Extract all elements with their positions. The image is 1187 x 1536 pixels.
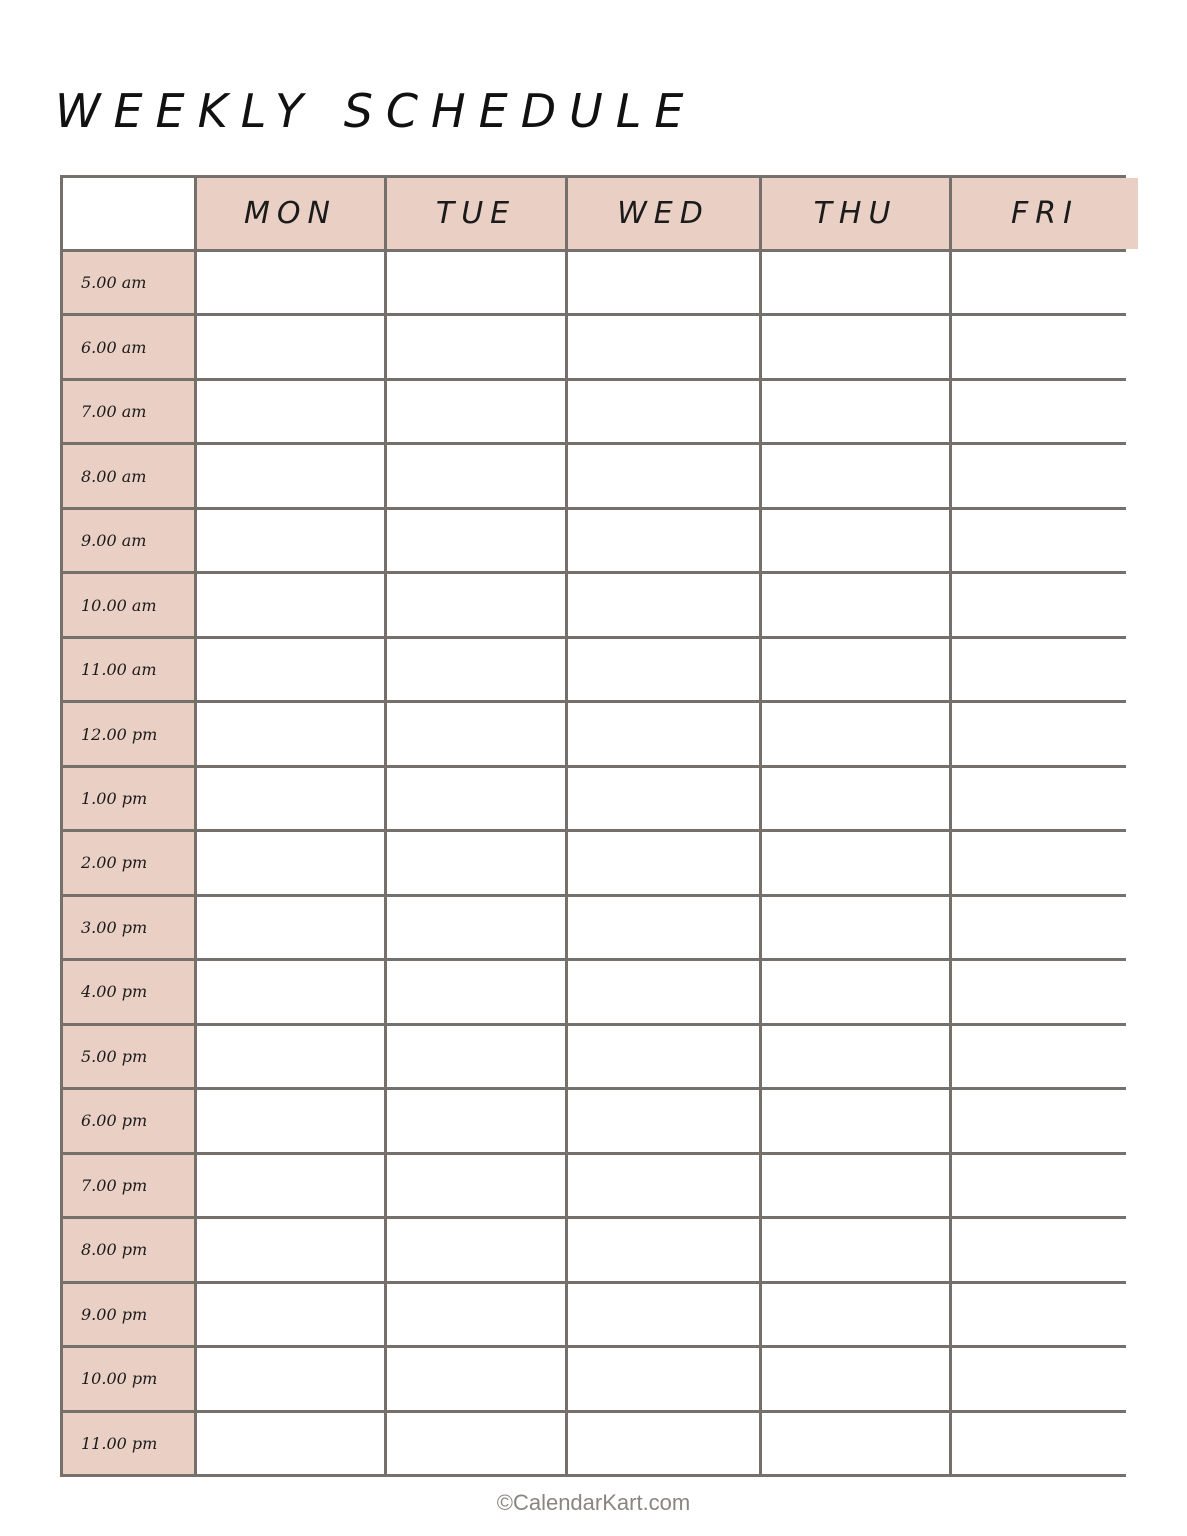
schedule-cell[interactable]	[952, 1284, 1138, 1345]
schedule-cell[interactable]	[387, 832, 565, 893]
time-label: 8.00 am	[63, 445, 194, 506]
schedule-cell[interactable]	[197, 1413, 384, 1474]
time-label: 1.00 pm	[63, 768, 194, 829]
schedule-cell[interactable]	[387, 1413, 565, 1474]
schedule-cell[interactable]	[568, 445, 759, 506]
schedule-cell[interactable]	[762, 445, 949, 506]
schedule-cell[interactable]	[568, 768, 759, 829]
schedule-cell[interactable]	[762, 381, 949, 442]
schedule-cell[interactable]	[387, 961, 565, 1022]
schedule-cell[interactable]	[952, 639, 1138, 700]
time-label: 5.00 pm	[63, 1026, 194, 1087]
schedule-cell[interactable]	[952, 1348, 1138, 1409]
schedule-cell[interactable]	[952, 445, 1138, 506]
schedule-cell[interactable]	[952, 381, 1138, 442]
schedule-cell[interactable]	[197, 639, 384, 700]
time-label: 12.00 pm	[63, 703, 194, 764]
time-label: 7.00 am	[63, 381, 194, 442]
schedule-cell[interactable]	[952, 1413, 1138, 1474]
schedule-cell[interactable]	[197, 768, 384, 829]
schedule-cell[interactable]	[568, 1090, 759, 1151]
schedule-cell[interactable]	[952, 897, 1138, 958]
schedule-cell[interactable]	[762, 703, 949, 764]
schedule-cell[interactable]	[762, 1413, 949, 1474]
day-header-mon: MON	[197, 178, 384, 249]
schedule-cell[interactable]	[568, 1155, 759, 1216]
schedule-cell[interactable]	[762, 574, 949, 635]
schedule-cell[interactable]	[952, 316, 1138, 377]
time-label: 8.00 pm	[63, 1219, 194, 1280]
schedule-cell[interactable]	[762, 639, 949, 700]
schedule-cell[interactable]	[387, 316, 565, 377]
schedule-cell[interactable]	[197, 961, 384, 1022]
schedule-cell[interactable]	[952, 1090, 1138, 1151]
schedule-cell[interactable]	[568, 574, 759, 635]
time-label: 7.00 pm	[63, 1155, 194, 1216]
schedule-cell[interactable]	[197, 703, 384, 764]
schedule-cell[interactable]	[387, 510, 565, 571]
schedule-cell[interactable]	[387, 381, 565, 442]
schedule-cell[interactable]	[197, 832, 384, 893]
schedule-cell[interactable]	[568, 381, 759, 442]
schedule-cell[interactable]	[387, 252, 565, 313]
time-label: 4.00 pm	[63, 961, 194, 1022]
corner-cell	[63, 178, 194, 249]
schedule-cell[interactable]	[952, 1219, 1138, 1280]
schedule-cell[interactable]	[197, 1090, 384, 1151]
schedule-cell[interactable]	[952, 703, 1138, 764]
schedule-cell[interactable]	[568, 252, 759, 313]
schedule-cell[interactable]	[568, 897, 759, 958]
schedule-cell[interactable]	[952, 252, 1138, 313]
schedule-cell[interactable]	[762, 1219, 949, 1280]
schedule-cell[interactable]	[762, 1090, 949, 1151]
schedule-cell[interactable]	[197, 445, 384, 506]
page-title: WEEKLY SCHEDULE	[55, 84, 697, 138]
schedule-cell[interactable]	[387, 1284, 565, 1345]
schedule-cell[interactable]	[952, 768, 1138, 829]
schedule-cell[interactable]	[762, 1284, 949, 1345]
schedule-cell[interactable]	[568, 639, 759, 700]
time-label: 11.00 am	[63, 639, 194, 700]
time-label: 10.00 pm	[63, 1348, 194, 1409]
schedule-cell[interactable]	[568, 1284, 759, 1345]
schedule-cell[interactable]	[952, 510, 1138, 571]
schedule-cell[interactable]	[197, 510, 384, 571]
schedule-cell[interactable]	[197, 1026, 384, 1087]
schedule-cell[interactable]	[387, 445, 565, 506]
schedule-cell[interactable]	[762, 1348, 949, 1409]
schedule-cell[interactable]	[762, 1026, 949, 1087]
schedule-cell[interactable]	[952, 832, 1138, 893]
schedule-cell[interactable]	[568, 1219, 759, 1280]
footer-credit: ©CalendarKart.com	[496, 1490, 691, 1515]
schedule-cell[interactable]	[197, 1219, 384, 1280]
schedule-cell[interactable]	[387, 1090, 565, 1151]
schedule-cell[interactable]	[387, 639, 565, 700]
schedule-cell[interactable]	[568, 1026, 759, 1087]
time-label: 9.00 am	[63, 510, 194, 571]
time-label: 5.00 am	[63, 252, 194, 313]
schedule-cell[interactable]	[952, 961, 1138, 1022]
schedule-cell[interactable]	[952, 574, 1138, 635]
schedule-grid	[60, 175, 1126, 1477]
schedule-cell[interactable]	[568, 961, 759, 1022]
schedule-cell[interactable]	[568, 316, 759, 377]
schedule-cell[interactable]	[387, 1219, 565, 1280]
schedule-cell[interactable]	[568, 1413, 759, 1474]
schedule-cell[interactable]	[762, 510, 949, 571]
time-label: 9.00 pm	[63, 1284, 194, 1345]
schedule-cell[interactable]	[568, 1348, 759, 1409]
schedule-cell[interactable]	[197, 1155, 384, 1216]
schedule-cell[interactable]	[762, 961, 949, 1022]
schedule-cell[interactable]	[197, 1348, 384, 1409]
schedule-cell[interactable]	[197, 316, 384, 377]
day-header-tue: TUE	[387, 178, 565, 249]
schedule-cell[interactable]	[568, 703, 759, 764]
day-header-wed: WED	[568, 178, 759, 249]
schedule-cell[interactable]	[568, 510, 759, 571]
schedule-cell[interactable]	[762, 768, 949, 829]
time-label: 3.00 pm	[63, 897, 194, 958]
schedule-cell[interactable]	[197, 574, 384, 635]
day-header-fri: FRI	[952, 178, 1138, 249]
schedule-cell[interactable]	[387, 574, 565, 635]
schedule-cell[interactable]	[387, 703, 565, 764]
schedule-cell[interactable]	[387, 1348, 565, 1409]
schedule-cell[interactable]	[762, 897, 949, 958]
schedule-cell[interactable]	[387, 1026, 565, 1087]
day-header-thu: THU	[762, 178, 949, 249]
schedule-cell[interactable]	[197, 897, 384, 958]
schedule-cell[interactable]	[762, 252, 949, 313]
schedule-cell[interactable]	[952, 1155, 1138, 1216]
time-label: 6.00 am	[63, 316, 194, 377]
schedule-cell[interactable]	[952, 1026, 1138, 1087]
schedule-cell[interactable]	[568, 832, 759, 893]
schedule-cell[interactable]	[387, 768, 565, 829]
schedule-cell[interactable]	[197, 381, 384, 442]
schedule-cell[interactable]	[387, 1155, 565, 1216]
schedule-cell[interactable]	[762, 1155, 949, 1216]
schedule-cell[interactable]	[387, 897, 565, 958]
schedule-cell[interactable]	[197, 252, 384, 313]
time-label: 11.00 pm	[63, 1413, 194, 1474]
schedule-cell[interactable]	[762, 832, 949, 893]
time-label: 2.00 pm	[63, 832, 194, 893]
time-label: 6.00 pm	[63, 1090, 194, 1151]
time-label: 10.00 am	[63, 574, 194, 635]
schedule-cell[interactable]	[197, 1284, 384, 1345]
schedule-cell[interactable]	[762, 316, 949, 377]
